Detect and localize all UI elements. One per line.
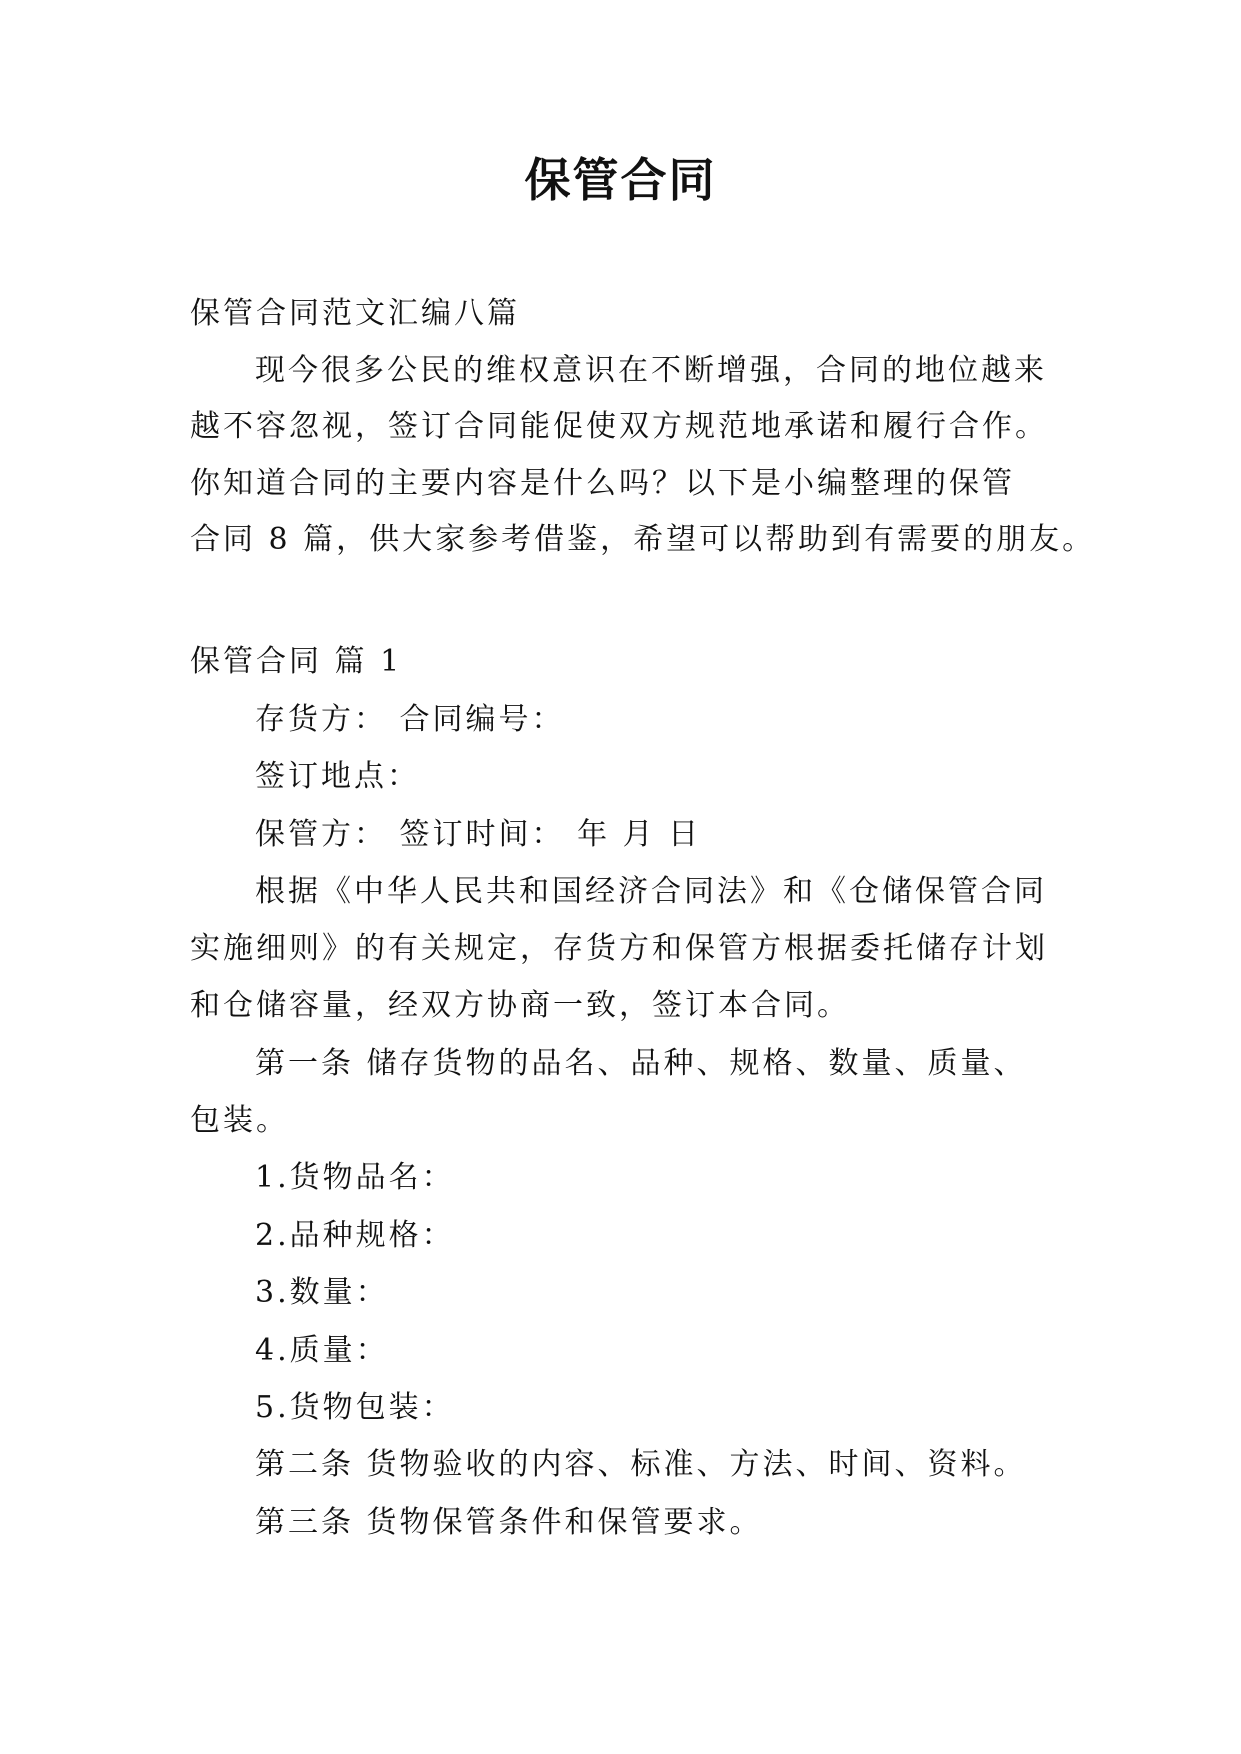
body-line: 第二条 货物验收的内容、标准、方法、时间、资料。 [255, 1447, 1027, 1482]
body-line: 第三条 货物保管条件和保管要求。 [255, 1505, 763, 1540]
body-line: 签订地点： [255, 759, 420, 794]
body-line: 实施细则》的有关规定，存货方和保管方根据委托储存计划 [190, 931, 1048, 966]
body-line: 第一条 储存货物的品名、品种、规格、数量、质量、 [255, 1046, 1027, 1081]
intro-line: 越不容忽视，签订合同能促使双方规范地承诺和履行合作。 [190, 409, 1048, 444]
intro-line: 现今很多公民的维权意识在不断增强，合同的地位越来 [255, 353, 1047, 388]
body-line: 根据《中华人民共和国经济合同法》和《仓储保管合同 [255, 874, 1047, 909]
intro-line: 合同 8 篇，供大家参考借鉴，希望可以帮助到有需要的朋友。 [190, 522, 1096, 557]
body-line: 存货方： 合同编号： [255, 702, 565, 737]
list-item: 2.品种规格： [255, 1218, 455, 1253]
document-subtitle: 保管合同范文汇编八篇 [190, 296, 520, 331]
body-line: 包装。 [190, 1103, 289, 1138]
list-item: 3.数量： [255, 1275, 389, 1310]
list-item: 4.质量： [255, 1333, 389, 1368]
intro-line: 你知道合同的主要内容是什么吗？以下是小编整理的保管 [190, 466, 1015, 501]
list-item: 5.货物包装： [255, 1390, 455, 1425]
body-line: 和仓储容量，经双方协商一致，签订本合同。 [190, 988, 850, 1023]
document-title: 保管合同 [524, 153, 717, 207]
body-line: 保管方： 签订时间： 年 月 日 [255, 817, 702, 852]
section-heading: 保管合同 篇 1 [190, 644, 403, 679]
list-item: 1.货物品名： [255, 1160, 455, 1195]
